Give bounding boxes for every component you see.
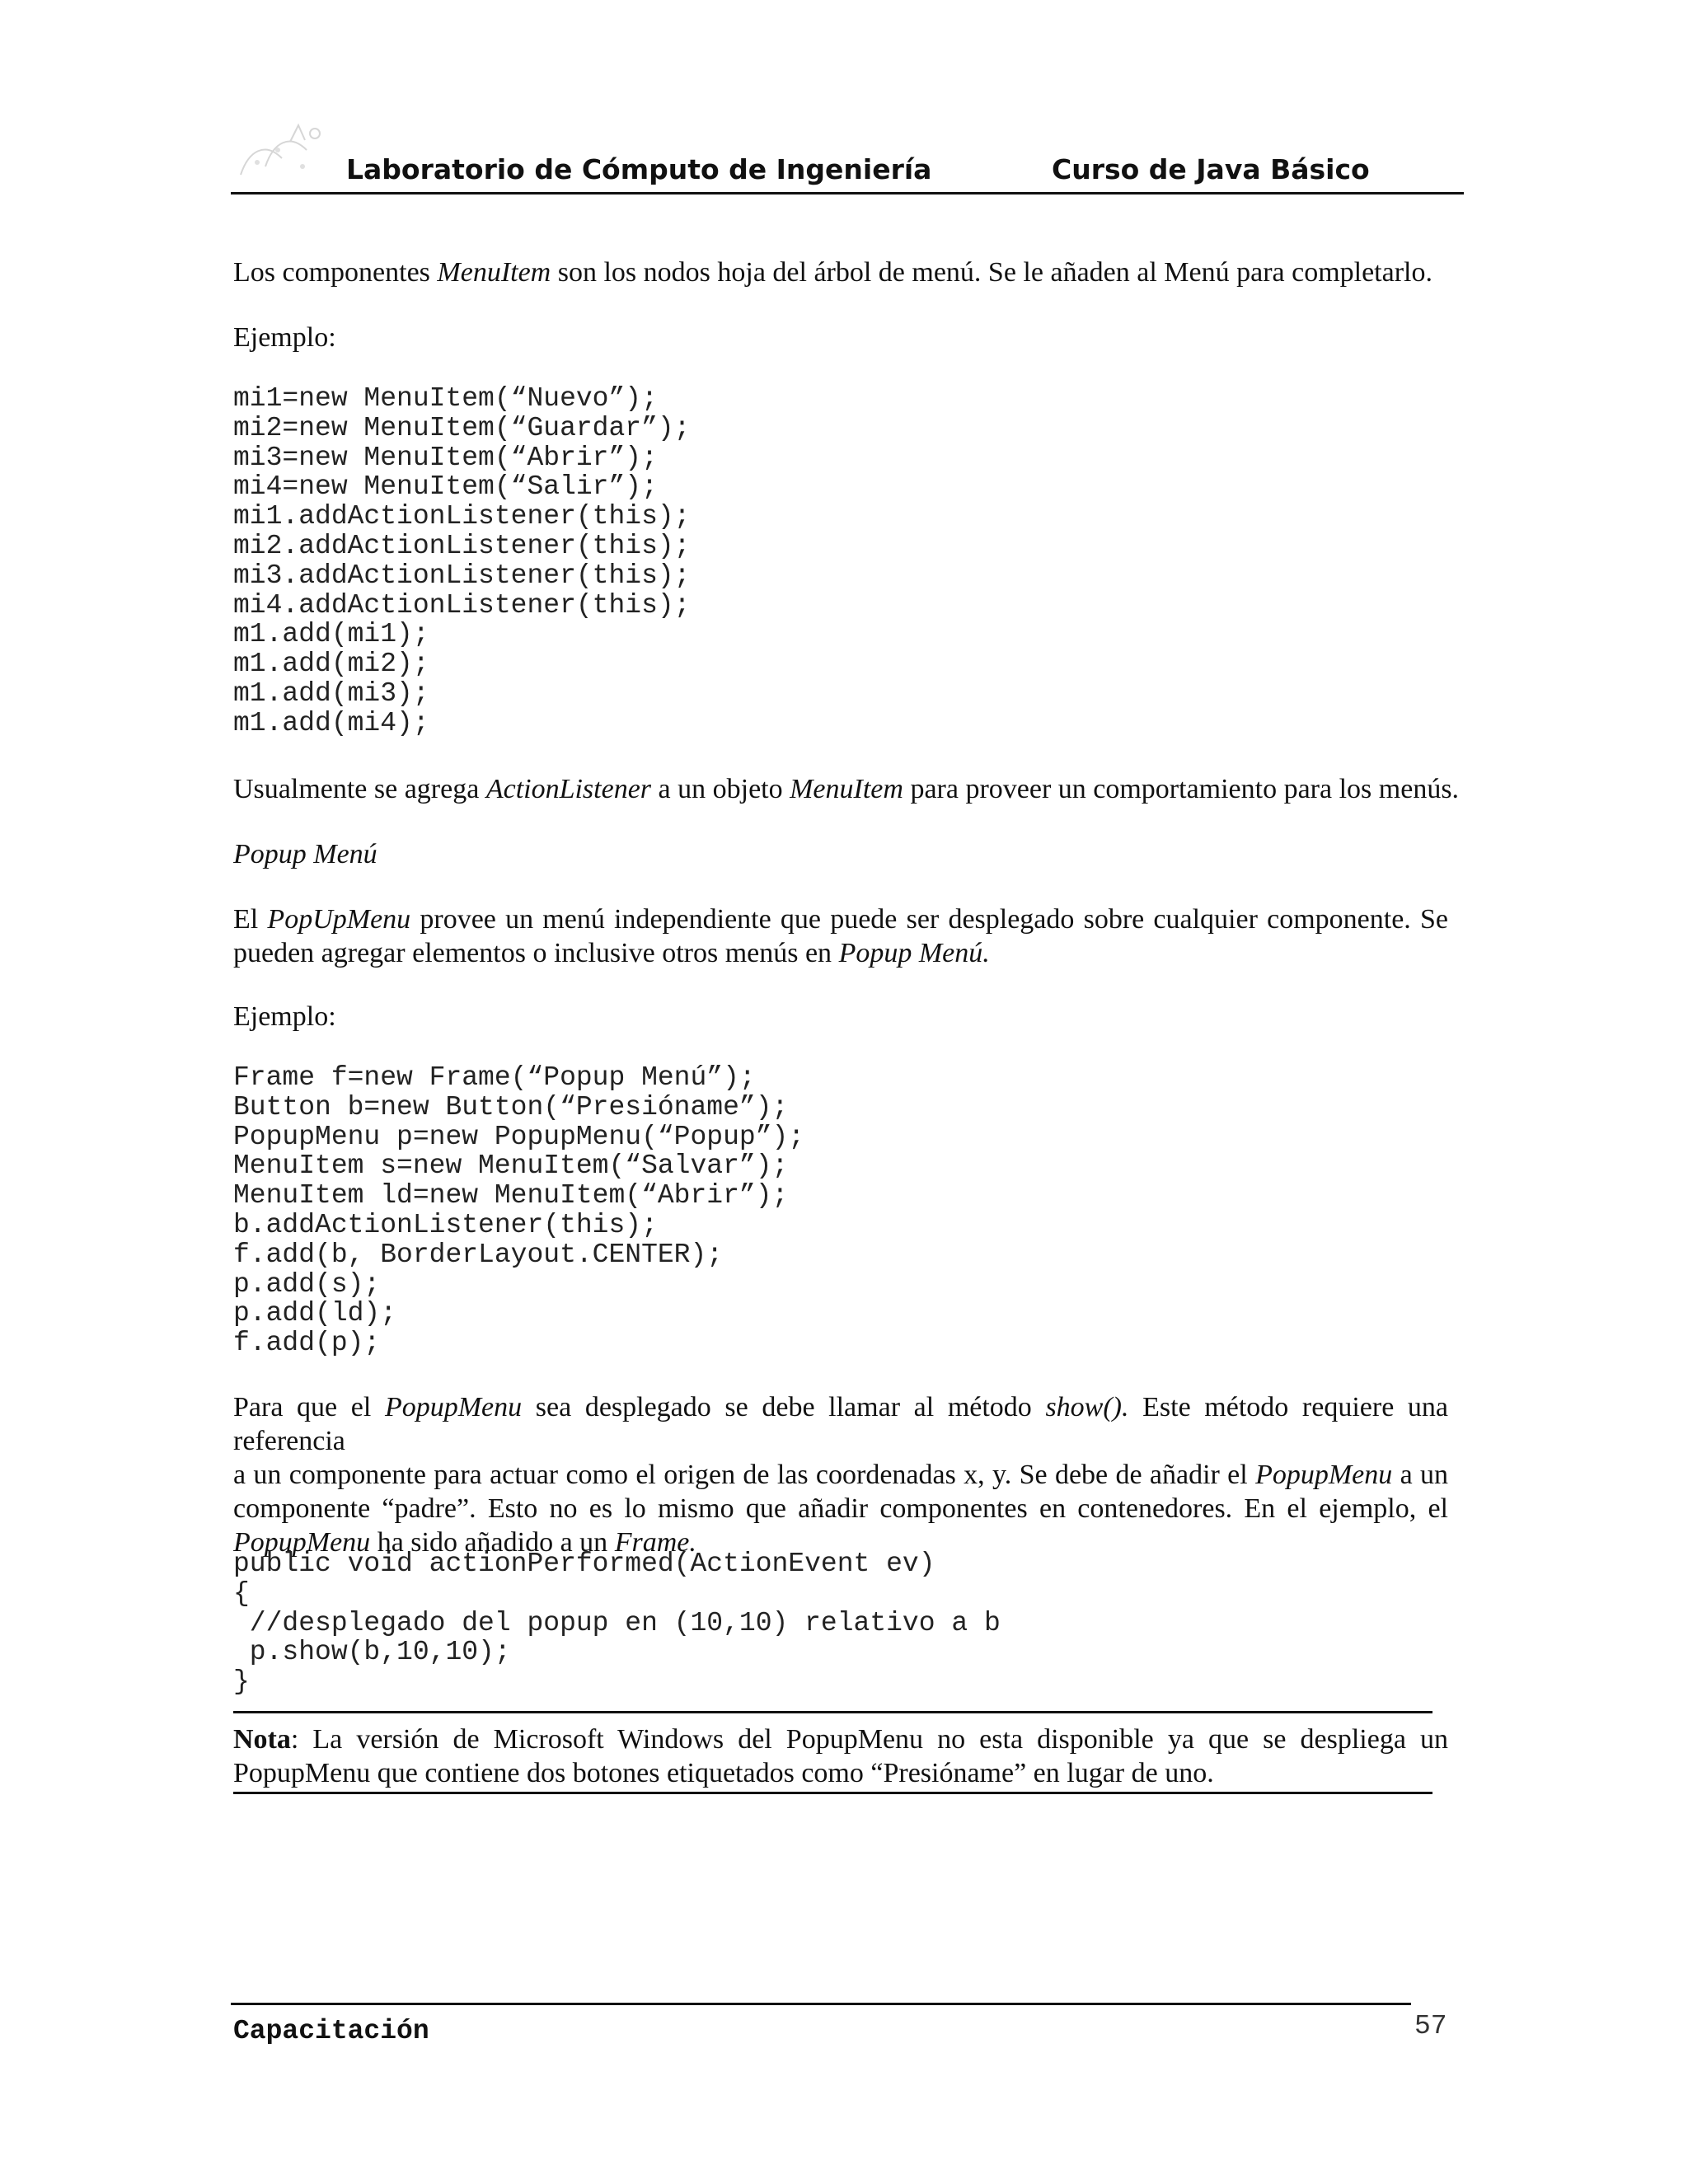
line <box>233 936 1448 970</box>
text-italic: PopupMenu <box>1255 1460 1393 1490</box>
text-italic: Popup Menú. <box>838 938 990 968</box>
text: pueden agregar elementos o inclusive otros menús en <box>233 938 839 968</box>
header-lab-title: Laboratorio de Cómputo de Ingeniería <box>346 153 932 185</box>
paragraph-menuitem-intro <box>233 255 1432 289</box>
text: Para que el <box>233 1392 385 1422</box>
page-number: 57 <box>1414 2011 1447 2041</box>
code-block-action-performed: public void actionPerformed(ActionEvent ev) { //desplegado del popup en (10,10) relativo a b p.show(b,10,10); } <box>233 1549 1001 1698</box>
line <box>233 1458 1448 1492</box>
header-course-title: Curso de Java Básico <box>1052 153 1370 185</box>
text: para proveer un comportamiento para los menús. <box>903 774 1460 804</box>
text-italic: PopUpMenu <box>267 904 411 935</box>
section-heading-popup-menu <box>233 837 377 871</box>
line <box>233 1756 1448 1790</box>
header-rule <box>231 192 1464 194</box>
line <box>233 1722 1448 1756</box>
text: a un componente para actuar como el origen de las coordenadas x, y. Se debe de añadir el <box>233 1460 1248 1490</box>
line <box>233 1390 1448 1458</box>
note-box <box>233 1722 1448 1790</box>
text: sea desplegado se debe llamar al método <box>522 1392 1046 1422</box>
line <box>233 1492 1448 1526</box>
footer-label: Capacitación <box>233 2016 429 2046</box>
text: PopupMenu que contiene dos botones etiquetados como “Presióname” en lugar de uno. <box>233 1758 1214 1788</box>
text: componente “padre”. Esto no es lo mismo que añadir componentes en contenedores. En el ejemplo, el <box>233 1493 1448 1524</box>
text-italic: Frame. <box>614 1527 696 1558</box>
code-block-popupmenu: Frame f=new Frame(“Popup Menú”); Button b=new Button(“Presióname”); PopupMenu p=new PopupMenu(“Popup”); MenuItem s=new MenuItem(“Salvar”); MenuItem ld=new MenuItem(“Abrir”); b.addActionListener(this); f.add(b, BorderLayout.CENTER); p.add(s); p.add(ld); f.add(p); <box>233 1062 805 1359</box>
text-italic: MenuItem <box>790 774 903 804</box>
note-top-rule <box>233 1711 1432 1713</box>
text-italic: PopupMenu <box>233 1527 371 1558</box>
paragraph-popupmenu-description <box>233 902 1448 970</box>
text: ha sido añadido a un <box>370 1527 615 1558</box>
paragraph-actionlistener <box>233 772 1459 806</box>
text: El <box>233 904 268 935</box>
footer-rule <box>231 2003 1411 2005</box>
text: son los nodos hoja del árbol de menú. Se le añaden al Menú para completarlo. <box>551 257 1432 288</box>
paragraph-popupmenu-show <box>233 1390 1448 1559</box>
example-label-2: Ejemplo: <box>233 1001 336 1032</box>
note-bottom-rule <box>233 1792 1432 1794</box>
text-italic: show(). <box>1045 1392 1129 1422</box>
note-label: Nota <box>233 1724 291 1755</box>
text-italic: MenuItem <box>437 257 551 288</box>
text: Los componentes <box>233 257 438 288</box>
code-block-menuitems: mi1=new MenuItem(“Nuevo”); mi2=new MenuItem(“Guardar”); mi3=new MenuItem(“Abrir”); mi4=new MenuItem(“Salir”); mi1.addActionListener(this); mi2.addActionListener(this); mi3.addActionListener(this); mi4.addActionListener(this); m1.add(mi1); m1.add(mi2); m1.add(mi3); m1.add(mi4); <box>233 383 691 738</box>
text: provee un menú independiente que puede ser desplegado sobre cualquier componente. Se <box>410 904 1448 935</box>
text: Este método requiere una referencia <box>233 1392 1449 1456</box>
text: Usualmente se agrega <box>233 774 486 804</box>
faded-logo-icon <box>232 117 331 188</box>
example-label-1: Ejemplo: <box>233 322 336 353</box>
text: a un <box>1392 1460 1449 1490</box>
heading-text: Popup Menú <box>233 839 377 869</box>
text: a un objeto <box>651 774 790 804</box>
text: : La versión de Microsoft Windows del PopupMenu no esta disponible ya que se despliega un <box>290 1724 1448 1755</box>
text-italic: PopupMenu <box>384 1392 523 1422</box>
line <box>233 902 1448 936</box>
text-italic: ActionListener <box>485 774 652 804</box>
